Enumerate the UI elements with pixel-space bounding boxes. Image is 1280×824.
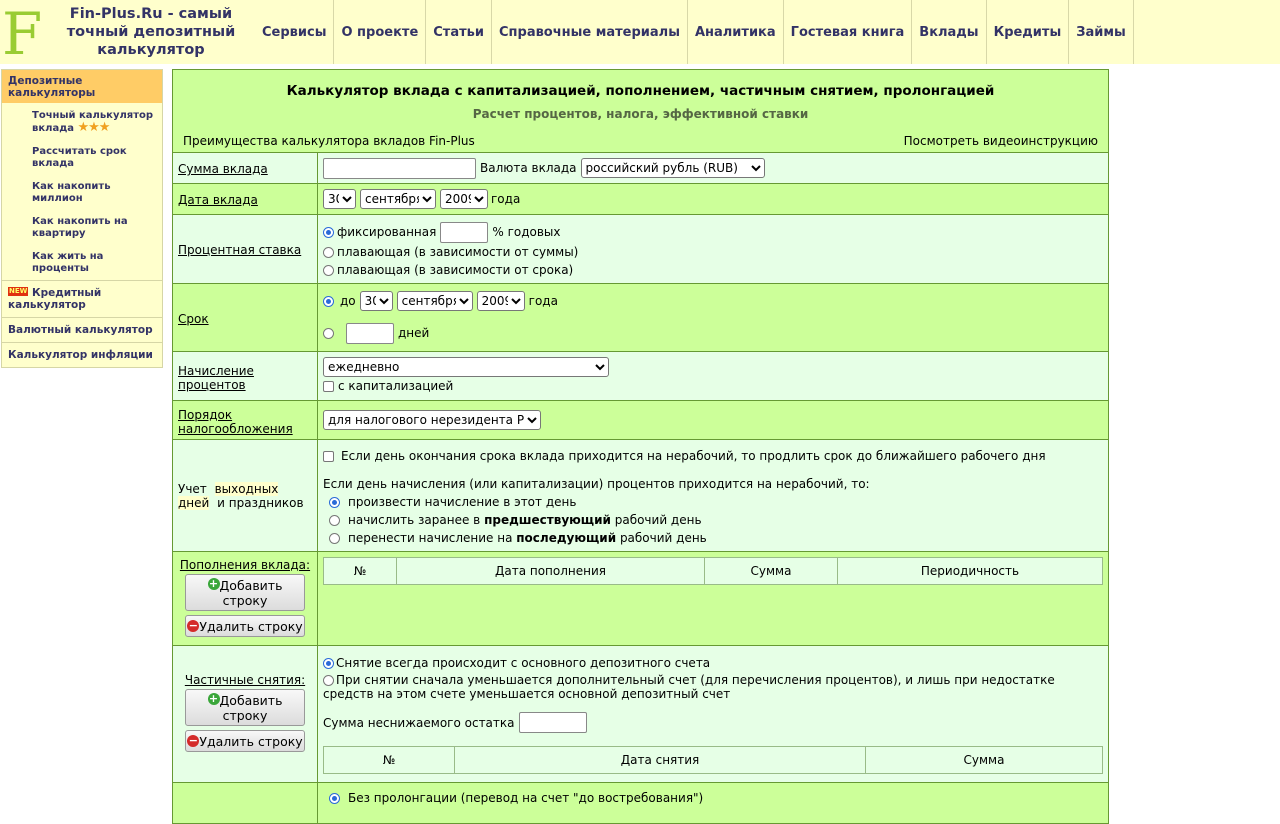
accrual-previous-label-a: начислить заранее в <box>348 513 481 527</box>
min-balance-input[interactable] <box>519 712 587 733</box>
currency-select[interactable] <box>581 158 765 178</box>
tax-select[interactable] <box>323 410 541 430</box>
rating-stars-icon: ★★★ <box>77 120 110 135</box>
holidays-label-2[interactable]: выходных дней <box>178 482 279 510</box>
deposits-col-amount: Сумма <box>705 558 838 585</box>
term-year-select[interactable] <box>477 291 525 311</box>
accrual-next-label-a: перенести начисление на <box>348 531 513 545</box>
plus-icon: + <box>208 691 219 705</box>
amount-input[interactable] <box>323 158 476 179</box>
withdrawals-table <box>323 746 1103 774</box>
withdrawals-col-date: Дата снятия <box>455 747 866 774</box>
holidays-intro: Если день начисления (или капитализации) процентов приходится на нерабочий, то: <box>323 477 870 491</box>
extend-term-label: Если день окончания срока вклада приходится на нерабочий, то продлить срок до ближайшего рабочего дня <box>341 449 1046 463</box>
rate-float-term-radio[interactable] <box>323 265 334 276</box>
sidebar-heading-deposit-calculators[interactable]: Депозитные калькуляторы <box>2 70 162 103</box>
accrual-next-label-c: рабочий день <box>619 531 707 545</box>
site-logo[interactable] <box>2 4 48 60</box>
rate-fixed-radio[interactable] <box>323 227 334 238</box>
min-balance-label: Сумма неснижаемого остатка <box>323 715 515 730</box>
deposits-table <box>323 557 1103 585</box>
advantages-link[interactable]: Преимущества калькулятора вкладов Fin-Plus <box>183 134 475 148</box>
term-day-select[interactable] <box>360 291 393 311</box>
accrual-previous-label-b: предшествующий <box>484 513 611 527</box>
sidebar-item-exact-calculator[interactable] <box>2 103 162 141</box>
accrual-next-label-b: последующий <box>516 531 617 545</box>
rate-unit: % годовых <box>492 225 561 239</box>
no-prolongation-radio[interactable] <box>329 793 340 804</box>
deposit-calculator-form <box>172 69 1109 824</box>
nav-deposits[interactable]: Вклады <box>912 0 986 64</box>
rate-float-sum-label: плавающая (в зависимости от суммы) <box>337 245 579 259</box>
calculator-header <box>173 70 1108 153</box>
withdrawals-col-number: № <box>324 747 455 774</box>
accrual-previous-day-radio[interactable] <box>329 515 340 526</box>
rate-float-term-label: плавающая (в зависимости от срока) <box>337 263 574 277</box>
plus-icon: + <box>208 576 219 590</box>
extend-term-checkbox[interactable] <box>323 451 334 462</box>
deposits-remove-button[interactable]: − Удалить строку <box>185 615 305 637</box>
term-month-select[interactable] <box>397 291 473 311</box>
deposits-col-date: Дата пополнения <box>397 558 705 585</box>
withdrawals-col-amount: Сумма <box>866 747 1103 774</box>
amount-label[interactable]: Сумма вклада <box>178 162 268 176</box>
row-amount <box>173 153 1108 184</box>
row-date <box>173 184 1108 215</box>
svg-text:F: F <box>2 4 43 60</box>
term-days-radio[interactable] <box>323 328 334 339</box>
term-days-label: дней <box>398 326 430 340</box>
row-term <box>173 284 1108 352</box>
accrual-next-day-radio[interactable] <box>329 533 340 544</box>
deposits-label[interactable]: Пополнения вклада: <box>179 558 311 572</box>
sidebar-item-apartment[interactable]: Как накопить на квартиру <box>32 216 128 239</box>
nav-loans[interactable]: Займы <box>1069 0 1134 64</box>
term-until-label: до <box>340 294 356 308</box>
term-label[interactable]: Срок <box>178 312 209 326</box>
rate-input[interactable] <box>440 222 488 243</box>
row-deposits <box>173 552 1108 646</box>
calculator-subtitle: Расчет процентов, налога, эффективной ставки <box>472 107 809 121</box>
accrual-same-day-label: произвести начисление в этот день <box>348 495 577 509</box>
minus-icon: − <box>188 619 198 632</box>
minus-icon: − <box>188 734 198 747</box>
rate-float-sum-radio[interactable] <box>323 247 334 258</box>
withdraw-main-radio[interactable] <box>323 658 334 669</box>
sidebar-item-label: Точный калькулятор вклада <box>32 110 154 134</box>
row-withdrawals <box>173 646 1108 783</box>
holidays-label-1: Учет <box>178 482 207 496</box>
sidebar-item-term[interactable]: Рассчитать срок вклада <box>32 146 127 169</box>
row-accrual <box>173 352 1108 401</box>
site-title[interactable]: Fin-Plus.Ru - самый точный депозитный калькулятор <box>66 6 236 58</box>
top-navigation <box>255 0 1134 64</box>
withdrawals-label[interactable]: Частичные снятия: <box>184 673 306 687</box>
holidays-label-3: и праздников <box>217 496 304 510</box>
no-prolongation-label: Без пролонгации (перевод на счет "до востребования") <box>348 791 704 805</box>
withdraw-extra-radio[interactable] <box>323 675 334 686</box>
calculator-title: Калькулятор вклада с капитализацией, пополнением, частичным снятием, пролонгацией <box>286 83 995 99</box>
withdraw-extra-label: При снятии сначала уменьшается дополнительный счет (для перечисления процентов), и лишь при недостатке средств на этом счете уменьшается основной депозитный счет <box>323 673 1055 701</box>
nav-articles[interactable]: Статьи <box>426 0 492 64</box>
row-rate <box>173 215 1108 284</box>
deposits-add-button[interactable]: +Добавить строку <box>185 574 305 611</box>
withdraw-main-label: Снятие всегда происходит с основного депозитного счета <box>336 656 711 670</box>
capitalization-label: с капитализацией <box>338 379 454 393</box>
nav-reference[interactable]: Справочные материалы <box>492 0 688 64</box>
site-header <box>0 0 1280 64</box>
accrual-same-day-radio[interactable] <box>329 497 340 508</box>
rate-fixed-label: фиксированная <box>337 225 437 239</box>
date-label[interactable]: Дата вклада <box>178 193 258 207</box>
nav-about[interactable]: О проекте <box>334 0 426 64</box>
accrual-period-select[interactable] <box>323 357 609 377</box>
video-instruction-link[interactable]: Посмотреть видеоинструкцию <box>903 134 1098 148</box>
term-days-input[interactable] <box>346 323 394 344</box>
accrual-label[interactable]: Начисление процентов <box>178 364 254 392</box>
sidebar-item-inflation-calculator[interactable]: Калькулятор инфляции <box>2 342 162 367</box>
withdrawals-add-button[interactable]: +Добавить строку <box>185 689 305 726</box>
term-until-radio[interactable] <box>323 296 334 307</box>
nav-guestbook[interactable]: Гостевая книга <box>784 0 913 64</box>
date-month-select[interactable] <box>360 189 436 209</box>
accrual-previous-label-c: рабочий день <box>614 513 702 527</box>
date-suffix: года <box>491 192 521 206</box>
nav-analytics[interactable]: Аналитика <box>688 0 784 64</box>
rate-label[interactable]: Процентная ставка <box>178 243 302 257</box>
sidebar-item-currency-calculator[interactable]: Валютный калькулятор <box>2 317 162 342</box>
row-prolongation <box>173 783 1108 823</box>
row-holidays <box>173 440 1108 552</box>
row-tax <box>173 401 1108 440</box>
deposits-col-frequency: Периодичность <box>838 558 1103 585</box>
withdrawals-remove-button[interactable]: − Удалить строку <box>185 730 305 752</box>
nav-credits[interactable]: Кредиты <box>987 0 1070 64</box>
nav-services[interactable]: Сервисы <box>255 0 334 64</box>
new-badge-icon: NEW <box>9 287 28 295</box>
currency-label: Валюта вклада <box>480 161 577 175</box>
deposits-col-number: № <box>324 558 397 585</box>
sidebar-item-label: Кредитный калькулятор <box>8 287 102 311</box>
date-year-select[interactable] <box>440 189 488 209</box>
date-day-select[interactable] <box>323 189 356 209</box>
term-suffix: года <box>528 294 558 308</box>
sidebar-item-million[interactable]: Как накопить миллион <box>32 181 111 204</box>
capitalization-checkbox[interactable] <box>323 381 334 392</box>
sidebar-item-live-on-interest[interactable]: Как жить на проценты <box>32 251 104 274</box>
sidebar-item-credit-calculator[interactable] <box>2 280 162 317</box>
tax-label[interactable]: Порядок налогообложения <box>178 408 293 436</box>
sidebar <box>1 69 163 368</box>
